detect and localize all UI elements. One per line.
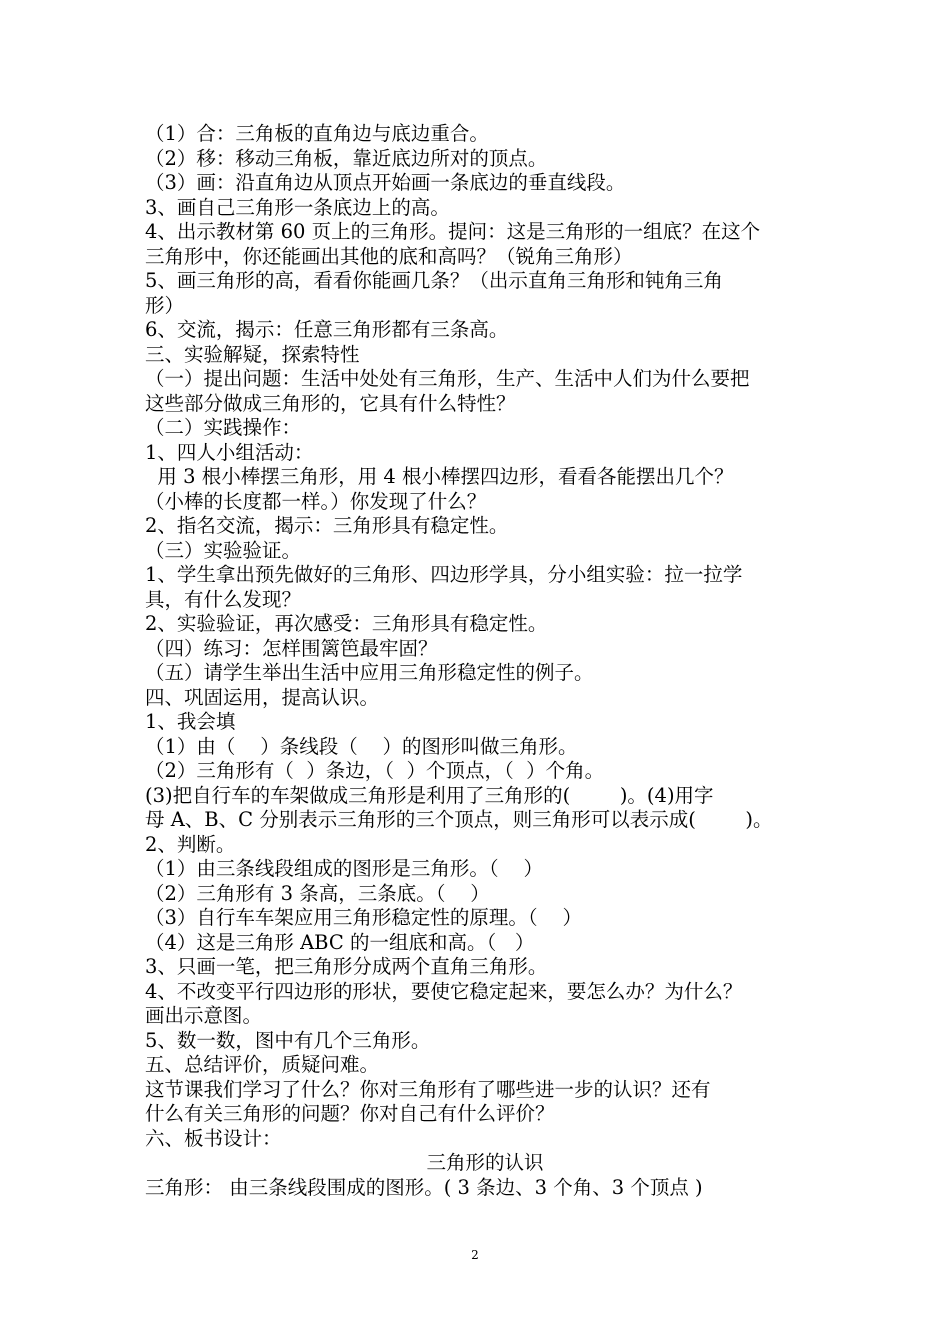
text-line: 3、只画一笔，把三角形分成两个直角三角形。 <box>145 955 548 978</box>
text-line: 画出示意图。 <box>145 1004 263 1027</box>
text-line: 5、画三角形的高，看看你能画几条？（出示直角三角形和钝角三角 <box>145 269 723 292</box>
text-line: 这节课我们学习了什么？你对三角形有了哪些进一步的认识？还有 <box>145 1077 711 1101</box>
text-line: （四）练习：怎样围篱笆最牢固？ <box>145 636 438 660</box>
text-line: （小棒的长度都一样。）你发现了什么？ <box>145 489 487 513</box>
text-line: 2、实验验证，再次感受：三角形具有稳定性。 <box>145 612 548 635</box>
text-line: (3)把自行车的车架做成三角形是利用了三角形的( )。(4)用字 <box>145 783 714 807</box>
text-line: （1）合：三角板的直角边与底边重合。 <box>145 122 489 145</box>
text-line: 5、数一数，图中有几个三角形。 <box>145 1028 431 1052</box>
text-line: 4、不改变平行四边形的形状，要使它稳定起来，要怎么办？为什么？ <box>145 979 743 1003</box>
text-line: 2、指名交流，揭示：三角形具有稳定性。 <box>145 514 509 537</box>
text-line: 1、四人小组活动： <box>145 440 314 464</box>
section-heading: 三、实验解疑，探索特性 <box>145 342 360 366</box>
text-line: （1）由三条线段组成的图形是三角形。（ ） <box>145 857 543 880</box>
section-heading: 六、板书设计： <box>145 1126 282 1150</box>
section-heading: 四、巩固运用，提高认识。 <box>145 685 380 709</box>
text-line: （二）实践操作： <box>145 416 302 439</box>
text-line: 2、判断。 <box>145 832 236 856</box>
text-line: （1）由（ ）条线段（ ）的图形叫做三角形。 <box>145 734 578 758</box>
text-line: 3、画自己三角形一条底边上的高。 <box>145 195 450 219</box>
document-body <box>145 122 825 1200</box>
text-line: 1、学生拿出预先做好的三角形、四边形学具，分小组实验：拉一拉学 <box>145 563 743 586</box>
text-line: （2）三角形有（ ）条边，（ ）个顶点，（ ）个角。 <box>145 759 605 782</box>
board-title: 三角形的认识 <box>426 1151 544 1174</box>
text-line: 什么有关三角形的问题？你对自己有什么评价？ <box>145 1102 555 1125</box>
text-line: 6、交流，揭示：任意三角形都有三条高。 <box>145 318 509 341</box>
text-line: （2）三角形有 3 条高，三条底。（ ） <box>145 881 490 905</box>
text-line: 三角形中，你还能画出其他的底和高吗？（锐角三角形） <box>145 244 633 268</box>
page-number: 2 <box>471 1248 479 1262</box>
text-line: （五）请学生举出生活中应用三角形稳定性的例子。 <box>145 661 594 684</box>
text-line: （4）这是三角形 ABC 的一组底和高。（ ） <box>145 930 535 954</box>
text-line: 1、我会填 <box>145 710 236 733</box>
text-line: （3）画：沿直角边从顶点开始画一条底边的垂直线段。 <box>145 171 626 194</box>
text-line: 4、出示教材第 60 页上的三角形。提问：这是三角形的一组底？在这个 <box>145 220 761 243</box>
text-line: 母 A、B、C 分别表示三角形的三个顶点，则三角形可以表示成( )。 <box>145 808 773 831</box>
text-line: 形） <box>145 293 185 317</box>
text-line: （一）提出问题：生活中处处有三角形，生产、生活中人们为什么要把 <box>145 367 750 390</box>
board-line: 三角形： 由三条线段围成的图形。( 3 条边、3 个角、3 个顶点 ) <box>145 1175 703 1199</box>
text-line: （3）自行车车架应用三角形稳定性的原理。（ ） <box>145 906 582 929</box>
text-line: （三）实验验证。 <box>145 538 302 562</box>
text-line: （2）移：移动三角板，靠近底边所对的顶点。 <box>145 146 548 170</box>
text-line: 用 3 根小棒摆三角形，用 4 根小棒摆四边形，看看各能摆出几个？ <box>145 465 734 488</box>
text-line: 这些部分做成三角形的，它具有什么特性？ <box>145 391 516 415</box>
section-heading: 五、总结评价，质疑问难。 <box>145 1053 380 1076</box>
text-line: 具，有什么发现？ <box>145 587 302 611</box>
